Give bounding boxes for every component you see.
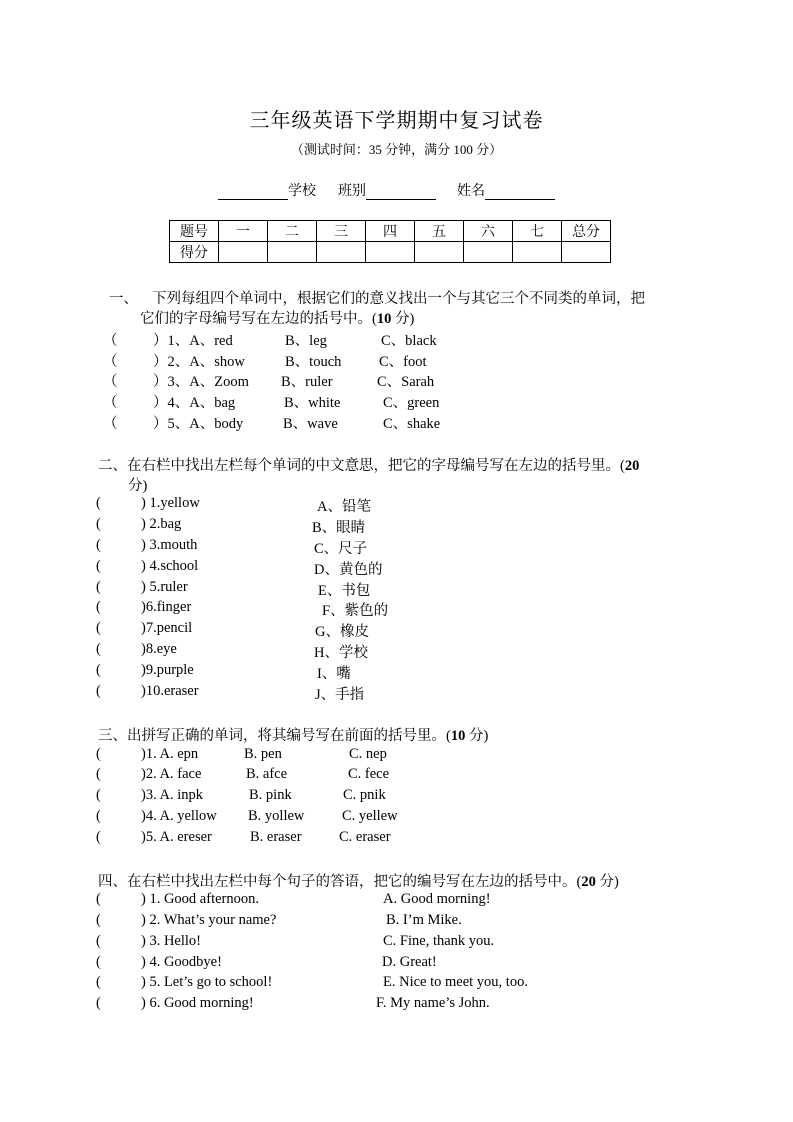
- score-cell-header: 五: [415, 221, 464, 242]
- meaning-item: I、嘴: [317, 666, 351, 682]
- answer-bracket[interactable]: （: [103, 416, 118, 432]
- question-1-2: ）2、A、show: [153, 354, 245, 370]
- answer-bracket[interactable]: (: [96, 954, 101, 970]
- name-field[interactable]: [457, 180, 555, 200]
- spelling-option-a: )1. A. epn: [141, 746, 199, 762]
- score-cell[interactable]: [268, 242, 317, 263]
- option-b: B、wave: [283, 416, 338, 432]
- word-item: )9.purple: [141, 662, 194, 678]
- answer-bracket[interactable]: (: [96, 579, 101, 595]
- answer-bracket[interactable]: (: [96, 912, 101, 928]
- section-2-heading-text: 二、在右栏中找出左栏每个单词的中文意思，把它的字母编号写在左边的括号里。(: [98, 458, 625, 474]
- score-table: [169, 220, 611, 263]
- word-item: )7.pencil: [141, 620, 193, 636]
- response-item: E. Nice to meet you, too.: [383, 974, 528, 990]
- word-item: ) 2.bag: [141, 516, 182, 532]
- spelling-option-b: B. pink: [249, 787, 292, 803]
- score-table-score-row: [170, 242, 611, 263]
- meaning-item: H、学校: [314, 645, 368, 661]
- answer-bracket[interactable]: （: [103, 374, 118, 390]
- section-4-heading-text: 四、在右栏中找出左栏中每个句子的答语，把它的编号写在左边的括号中。(: [98, 874, 582, 890]
- section-1-number: 一、: [109, 291, 138, 307]
- meaning-item: D、黄色的: [314, 562, 383, 578]
- sentence-item: ) 2. What’s your name?: [141, 912, 277, 928]
- score-cell[interactable]: [464, 242, 513, 263]
- score-cell-header: 四: [366, 221, 415, 242]
- word-item: )6.finger: [141, 599, 192, 615]
- score-cell[interactable]: [513, 242, 562, 263]
- section-4-points: 20: [581, 874, 596, 890]
- score-cell[interactable]: [415, 242, 464, 263]
- spelling-option-a: )3. A. inpk: [141, 787, 204, 803]
- class-field[interactable]: [338, 180, 436, 200]
- answer-bracket[interactable]: (: [96, 808, 101, 824]
- option-c: C、Sarah: [377, 374, 435, 390]
- school-blank[interactable]: [218, 185, 288, 200]
- score-row-label: 得分: [170, 242, 219, 263]
- score-cell-header: 七: [513, 221, 562, 242]
- spelling-option-b: B. pen: [244, 746, 282, 762]
- section-4-heading: [98, 870, 619, 891]
- option-c: C、green: [383, 395, 440, 411]
- answer-bracket[interactable]: (: [96, 620, 101, 636]
- spelling-option-c: C. nep: [349, 746, 387, 762]
- meaning-item: F、紫色的: [322, 603, 389, 619]
- spelling-option-a: )5. A. ereser: [141, 829, 212, 845]
- answer-bracket[interactable]: (: [96, 933, 101, 949]
- score-cell-header: 总分: [562, 221, 611, 242]
- section-3-heading-text: 三、出拼写正确的单词，将其编号写在前面的括号里。(: [98, 728, 451, 744]
- answer-bracket[interactable]: (: [96, 558, 101, 574]
- spelling-option-b: B. eraser: [250, 829, 302, 845]
- spelling-option-c: C. pnik: [343, 787, 386, 803]
- meaning-item: G、橡皮: [315, 624, 369, 640]
- page-title: 三年级英语下学期期中复习试卷: [249, 110, 544, 132]
- score-cell-header: 一: [219, 221, 268, 242]
- answer-bracket[interactable]: (: [96, 683, 101, 699]
- section-2-heading: [98, 454, 639, 475]
- answer-bracket[interactable]: (: [96, 495, 101, 511]
- option-b: B、white: [284, 395, 341, 411]
- option-c: C、shake: [383, 416, 441, 432]
- word-item: )8.eye: [141, 641, 177, 657]
- section-1-heading-text: 它们的字母编号写在左边的括号中。(: [140, 311, 377, 327]
- response-item: C. Fine, thank you.: [383, 933, 495, 949]
- sentence-item: ) 5. Let’s go to school!: [141, 974, 273, 990]
- meaning-item: A、铅笔: [317, 499, 371, 515]
- sentence-item: ) 4. Goodbye!: [141, 954, 222, 970]
- class-blank[interactable]: [366, 185, 436, 200]
- answer-bracket[interactable]: (: [96, 787, 101, 803]
- section-4-points-unit: 分): [595, 874, 619, 890]
- word-item: ) 3.mouth: [141, 537, 198, 553]
- option-b: B、ruler: [281, 374, 333, 390]
- option-c: C、black: [381, 333, 437, 349]
- score-cell-header: 三: [317, 221, 366, 242]
- section-3-points-unit: 分): [465, 728, 489, 744]
- word-item: ) 1.yellow: [141, 495, 200, 511]
- meaning-item: C、尺子: [314, 541, 368, 557]
- section-3-points: 10: [450, 728, 466, 744]
- section-2-points-unit: 分): [128, 478, 148, 494]
- section-1-points-unit: 分): [391, 311, 415, 327]
- answer-bracket[interactable]: (: [96, 829, 101, 845]
- answer-bracket[interactable]: (: [96, 891, 101, 907]
- section-1-points: 10: [376, 311, 392, 327]
- score-cell-header: 二: [268, 221, 317, 242]
- spelling-option-a: )4. A. yellow: [141, 808, 217, 824]
- word-item: ) 4.school: [141, 558, 199, 574]
- response-item: D. Great!: [382, 954, 437, 970]
- word-item: ) 5.ruler: [141, 579, 188, 595]
- spelling-option-c: C. yellew: [342, 808, 398, 824]
- spelling-option-c: C. eraser: [339, 829, 391, 845]
- score-cell-header: 题号: [170, 221, 219, 242]
- answer-bracket[interactable]: （: [103, 333, 118, 349]
- sentence-item: ) 6. Good morning!: [141, 995, 254, 1011]
- spelling-option-b: B. yollew: [248, 808, 305, 824]
- score-cell[interactable]: [562, 242, 611, 263]
- name-label: 姓名: [457, 184, 485, 199]
- answer-bracket[interactable]: (: [96, 974, 101, 990]
- sentence-item: ) 1. Good afternoon.: [141, 891, 259, 907]
- spelling-option-a: )2. A. face: [141, 766, 202, 782]
- score-cell[interactable]: [317, 242, 366, 263]
- meaning-item: E、书包: [318, 583, 371, 599]
- question-1-3: ）3、A、Zoom: [153, 374, 249, 390]
- response-item: F. My name’s John.: [376, 995, 490, 1011]
- answer-bracket[interactable]: (: [96, 641, 101, 657]
- spelling-option-c: C. fece: [348, 766, 390, 782]
- response-item: B. I’m Mike.: [386, 912, 462, 928]
- answer-bracket[interactable]: (: [96, 995, 101, 1011]
- section-1-heading-cont: [140, 307, 414, 328]
- score-cell-header: 六: [464, 221, 513, 242]
- section-2-points: 20: [624, 458, 640, 474]
- answer-bracket[interactable]: (: [96, 537, 101, 553]
- school-label: 学校: [288, 184, 316, 199]
- option-c: C、foot: [379, 354, 427, 370]
- response-item: A. Good morning!: [383, 891, 491, 907]
- option-b: B、touch: [285, 354, 342, 370]
- score-cell[interactable]: [366, 242, 415, 263]
- question-1-5: ）5、A、body: [153, 416, 244, 432]
- question-1-1: ）1、A、red: [153, 333, 233, 349]
- answer-bracket[interactable]: (: [96, 662, 101, 678]
- answer-bracket[interactable]: (: [96, 516, 101, 532]
- option-b: B、leg: [285, 333, 327, 349]
- answer-bracket[interactable]: (: [96, 766, 101, 782]
- question-1-4: ）4、A、bag: [153, 395, 236, 411]
- score-table-header-row: [170, 221, 611, 242]
- spelling-option-b: B. afce: [246, 766, 288, 782]
- answer-bracket[interactable]: (: [96, 599, 101, 615]
- meaning-item: B、眼睛: [312, 520, 366, 536]
- answer-bracket[interactable]: （: [103, 395, 118, 411]
- class-label: 班别: [338, 184, 366, 199]
- score-cell[interactable]: [219, 242, 268, 263]
- section-1-heading: 下列每组四个单词中，根据它们的意义找出一个与其它三个不同类的单词，把: [152, 291, 645, 307]
- answer-bracket[interactable]: (: [96, 746, 101, 762]
- school-field[interactable]: [218, 180, 316, 200]
- meaning-item: J、手指: [315, 687, 365, 703]
- section-3-heading: [98, 724, 488, 745]
- answer-bracket[interactable]: （: [103, 354, 118, 370]
- word-item: )10.eraser: [141, 683, 199, 699]
- sentence-item: ) 3. Hello!: [141, 933, 201, 949]
- name-blank[interactable]: [485, 185, 555, 200]
- test-info: （测试时间：35 分钟，满分 100 分）: [290, 142, 503, 157]
